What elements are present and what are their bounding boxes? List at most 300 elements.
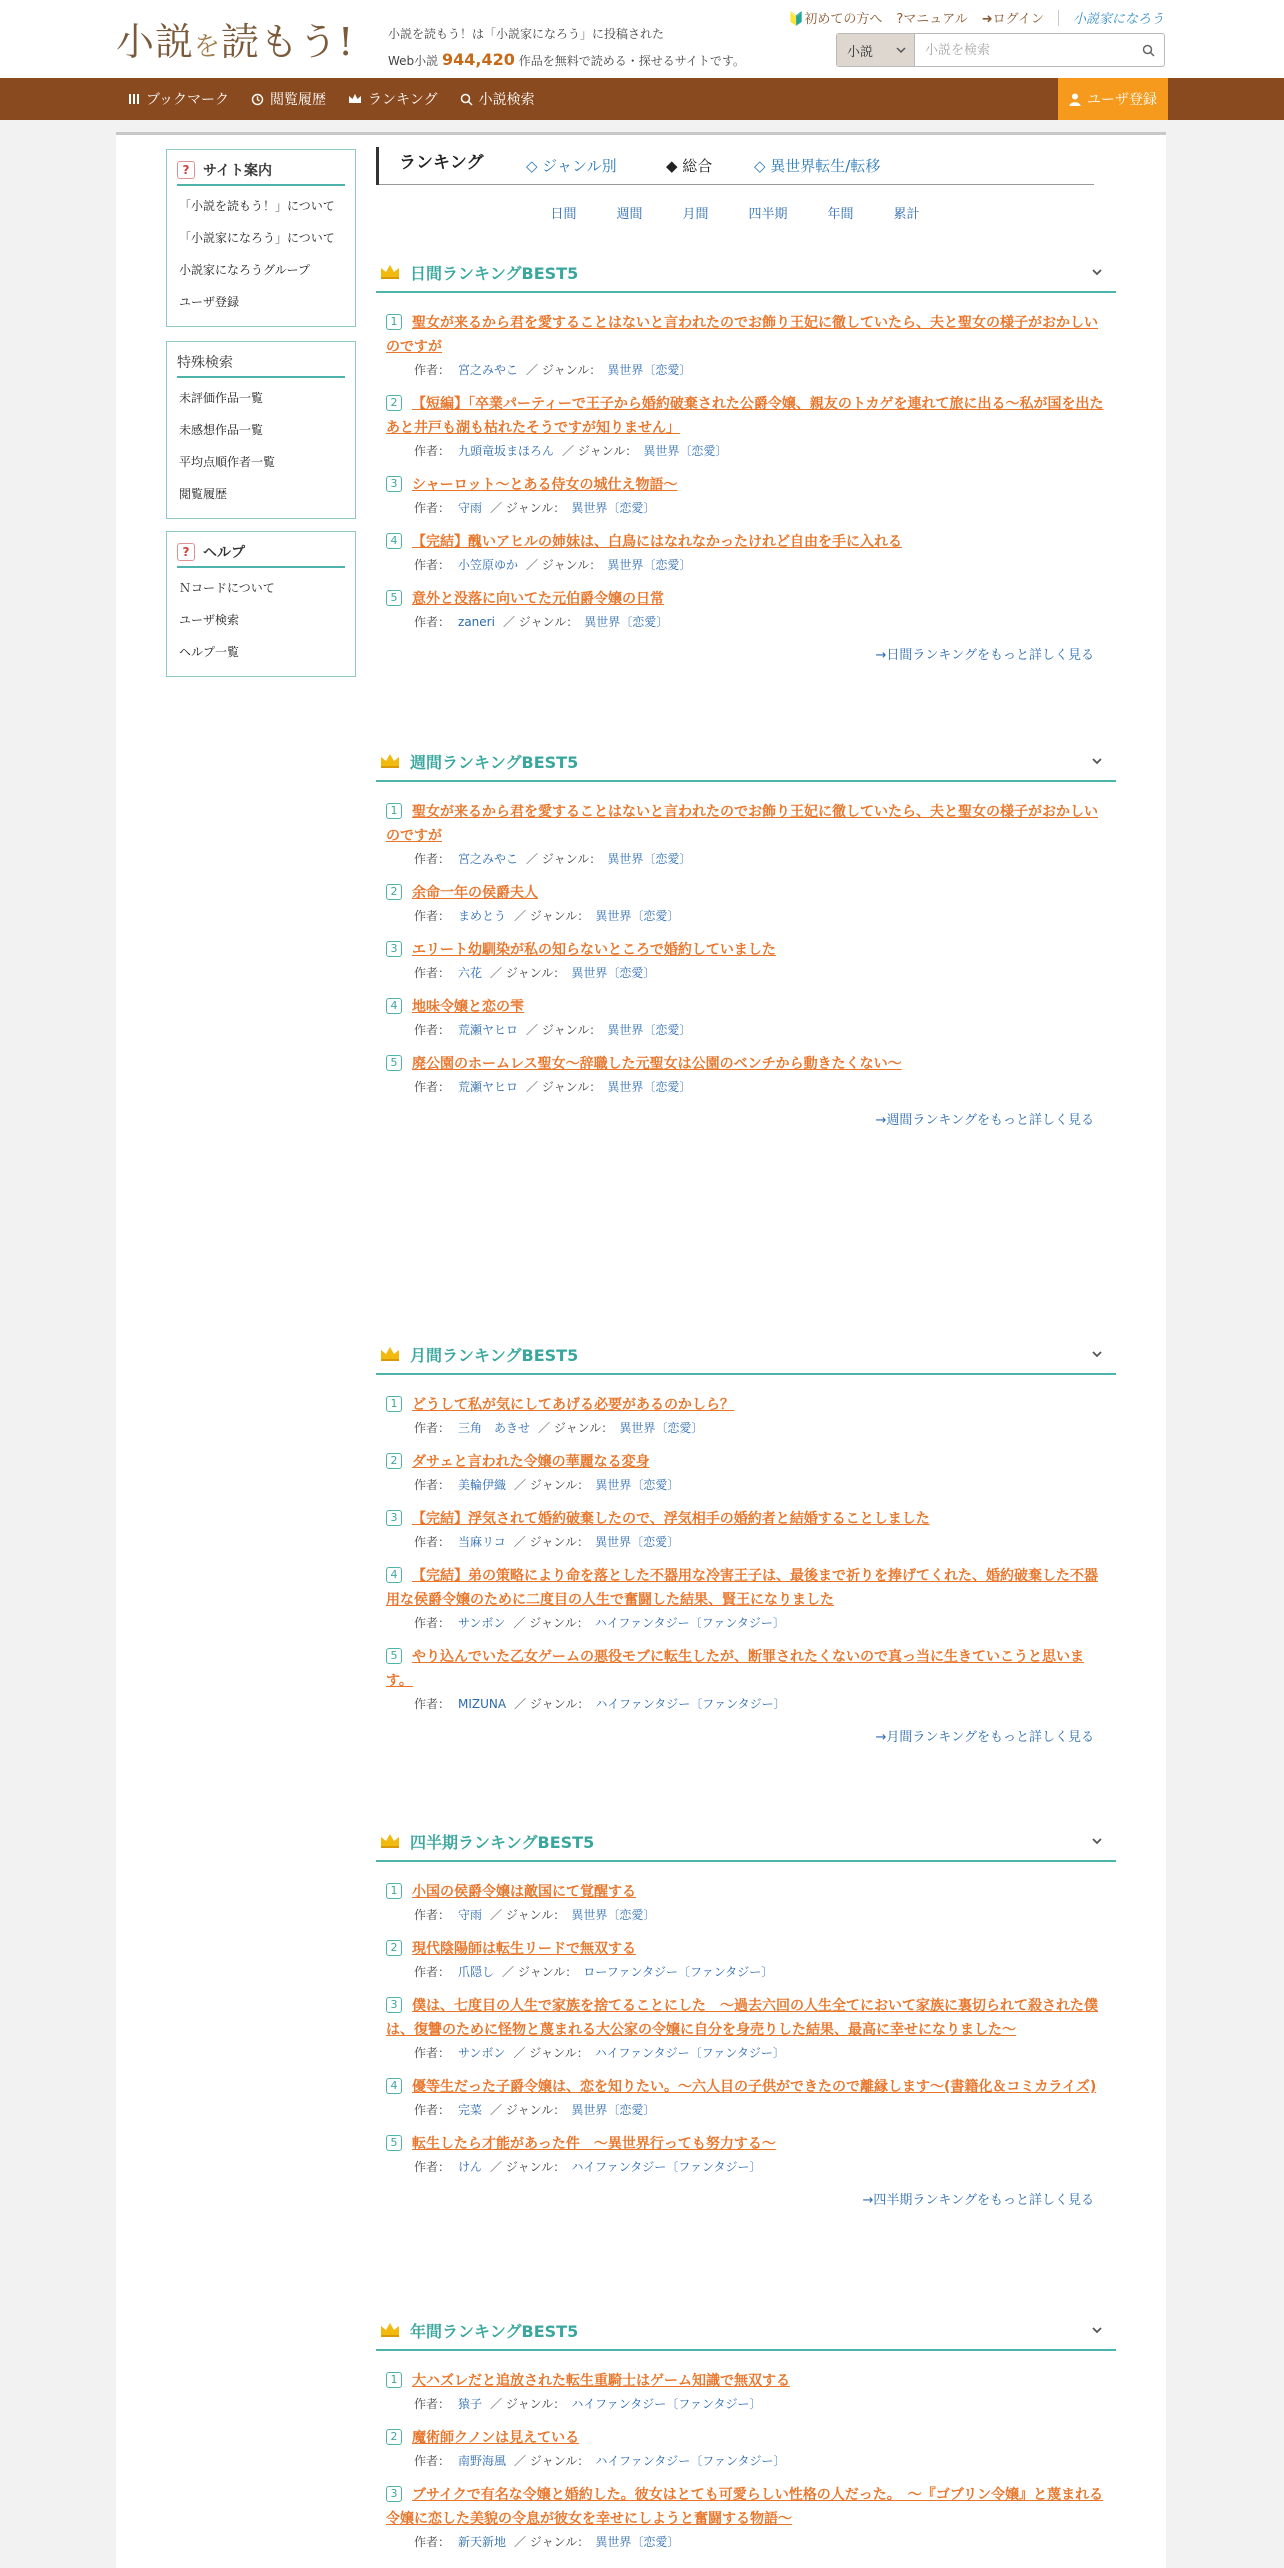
genre-label: ／ ジャンル： — [526, 1023, 602, 1037]
ranking-item-title-row — [386, 2426, 1106, 2450]
chevron-down-icon — [1090, 754, 1104, 768]
sidebar-link-about-yomou[interactable]: 「小説を読もう！」について — [179, 199, 335, 213]
genre-link[interactable]: 異世界〔恋愛〕 — [607, 1080, 692, 1094]
ranking-item — [386, 311, 1106, 378]
history-icon — [251, 93, 264, 106]
author-link[interactable]: 当麻リコ — [458, 1535, 506, 1549]
site-logo[interactable] — [116, 14, 371, 62]
author-label: 作者： — [414, 1697, 451, 1711]
ranking-item-meta — [386, 964, 1106, 981]
beginner-link[interactable]: 🔰初めての方へ — [788, 12, 883, 27]
crown-icon — [380, 2322, 400, 2338]
genre-label: ／ ジャンル： — [490, 966, 566, 980]
author-label: 作者： — [414, 363, 451, 377]
genre-label: ／ ジャンル： — [502, 1965, 578, 1979]
ranking-item-meta — [386, 442, 1106, 459]
ranking-item-title-row — [386, 1645, 1106, 1693]
ranking-section-title: 週間ランキングBEST5 — [410, 752, 579, 772]
author-label: 作者： — [414, 558, 451, 572]
narou-partner-logo[interactable]: 小説家になろう — [1072, 12, 1164, 27]
crown-icon — [348, 93, 362, 105]
ranking-item-meta — [386, 1021, 1106, 1038]
bookmark-icon — [128, 93, 140, 105]
author-link[interactable]: 守雨 — [458, 1908, 483, 1922]
ranking-section — [376, 1822, 1116, 2208]
genre-label: ／ ジャンル： — [513, 1616, 589, 1630]
rank-number-badge: 2 — [386, 2429, 402, 2445]
ranking-item — [386, 1645, 1106, 1712]
novel-title-link[interactable]: 小国の侯爵令嬢は敵国にて覚醒する — [412, 1884, 636, 1900]
novel-title-link[interactable]: 地味令嬢と恋の雫 — [412, 999, 524, 1015]
sidebar-link-no-review[interactable]: 未感想作品一覧 — [179, 423, 264, 437]
sidebar-help — [166, 531, 356, 677]
genre-label: ／ ジャンル： — [502, 615, 579, 629]
author-label: 作者： — [414, 2454, 451, 2468]
search-type-value: 小説 — [847, 44, 874, 60]
ranking-item-meta — [386, 1078, 1106, 1095]
rank-number-badge: 4 — [386, 533, 402, 549]
ranking-item-title-row — [386, 2369, 1106, 2393]
ranking-item-title-row — [386, 2132, 1106, 2156]
period-daily[interactable]: 日間 — [550, 207, 577, 222]
ranking-item-meta — [386, 1476, 1106, 1493]
nav-ranking[interactable] — [348, 89, 438, 109]
ranking-item-meta — [386, 499, 1106, 516]
ranking-item — [386, 2483, 1106, 2550]
author-label: 作者： — [414, 909, 451, 923]
ranking-item-title-row — [386, 587, 1106, 611]
help-icon: ? — [177, 543, 195, 561]
genre-link[interactable]: 異世界〔恋愛〕 — [595, 909, 680, 923]
novel-title-link[interactable]: 大ハズレだと追放された転生重騎士はゲーム知識で無双する — [412, 2373, 790, 2389]
rank-number-badge: 2 — [386, 1453, 402, 1469]
author-link[interactable]: 完菜 — [458, 2103, 483, 2117]
search-icon — [1142, 44, 1155, 57]
ranking-item-title-row — [386, 2483, 1106, 2531]
ranking-section-header[interactable] — [376, 742, 1116, 782]
rank-number-badge: 5 — [386, 2135, 402, 2151]
chevron-down-icon — [1090, 265, 1104, 279]
ranking-item — [386, 1507, 1106, 1550]
user-icon — [1069, 93, 1081, 106]
ranking-item-meta — [386, 556, 1106, 573]
sidebar-link-history[interactable]: 閲覧履歴 — [179, 487, 228, 501]
novel-title-link[interactable]: 現代陰陽師は転生リードで無双する — [412, 1941, 636, 1957]
nav-search-label: 小説検索 — [478, 92, 535, 108]
novel-title-link[interactable]: 【完結】浮気されて婚約破棄したので、浮気相手の婚約者と結婚することしました — [412, 1511, 930, 1527]
ranking-item-meta — [386, 361, 1106, 378]
ranking-section-title: 月間ランキングBEST5 — [410, 1345, 579, 1365]
ranking-item — [386, 2369, 1106, 2412]
author-label: 作者： — [414, 1965, 451, 1979]
ranking-section — [376, 1335, 1116, 1745]
ranking-item-title-row — [386, 1052, 1106, 1076]
author-link[interactable]: 六花 — [458, 966, 483, 980]
author-link[interactable]: サンボン — [458, 1616, 506, 1630]
ranking-item-meta — [386, 2395, 1106, 2412]
author-link[interactable]: 三角 あきせ — [458, 1421, 531, 1435]
genre-link[interactable]: 異世界〔恋愛〕 — [607, 558, 692, 572]
novel-title-link[interactable]: ブサイクで有名な令嬢と婚約した。彼女はとても可愛らしい性格の人だった。 ～『ゴブリン令嬢』と蔑まれる令嬢に恋した美貌の令息が彼女を幸せにしようと奮闘する物語～ — [386, 2487, 1104, 2527]
sidebar-site-guide — [166, 149, 356, 327]
author-link[interactable]: 美輪伊織 — [458, 1478, 507, 1492]
register-label: ユーザ登録 — [1087, 92, 1157, 108]
rank-number-badge: 1 — [386, 1883, 402, 1899]
ranking-tabs — [376, 147, 1094, 185]
main-navbar — [0, 78, 1284, 120]
genre-link[interactable]: 異世界〔恋愛〕 — [607, 1023, 692, 1037]
rank-number-badge: 3 — [386, 2486, 402, 2502]
ranking-item-meta — [386, 1614, 1106, 1631]
ranking-section-title: 日間ランキングBEST5 — [410, 263, 579, 283]
genre-link[interactable]: ローファンタジー〔ファンタジー〕 — [583, 1965, 774, 1979]
author-link[interactable]: 九頭竜坂まほろん — [458, 444, 555, 458]
genre-link[interactable]: 異世界〔恋愛〕 — [643, 444, 728, 458]
search-input[interactable] — [915, 34, 1132, 66]
rank-number-badge: 1 — [386, 314, 402, 330]
more-ranking-link[interactable]: →週間ランキングをもっと詳しく見る — [875, 1113, 1094, 1128]
author-link[interactable]: MIZUNA — [458, 1697, 507, 1711]
ranking-section-header[interactable] — [376, 2311, 1116, 2351]
author-link[interactable]: 猿子 — [458, 2397, 483, 2411]
ranking-list — [376, 293, 1116, 630]
sidebar-link-user-search[interactable]: ユーザ検索 — [179, 613, 240, 627]
ranking-item — [386, 1393, 1106, 1436]
ranking-item — [386, 800, 1106, 867]
ranking-item — [386, 1994, 1106, 2061]
author-label: 作者： — [414, 2535, 451, 2549]
genre-label: ／ ジャンル： — [513, 1535, 590, 1549]
rank-number-badge: 2 — [386, 884, 402, 900]
author-link[interactable]: けん — [458, 2160, 483, 2174]
rank-number-badge: 4 — [386, 2078, 402, 2094]
nav-bookmark[interactable] — [128, 89, 229, 109]
utility-links — [788, 8, 1164, 27]
genre-label: ／ ジャンル： — [526, 1080, 602, 1094]
ranking-item-meta — [386, 1419, 1106, 1436]
ranking-item-title-row — [386, 800, 1106, 848]
more-ranking-link[interactable]: →日間ランキングをもっと詳しく見る — [875, 648, 1094, 663]
genre-label: ／ ジャンル： — [526, 852, 602, 866]
help-circle-icon: ? — [896, 12, 904, 27]
divider — [1058, 10, 1059, 26]
genre-label: ／ ジャンル： — [514, 1697, 590, 1711]
novel-title-link[interactable]: 魔術師クノンは見えている — [412, 2430, 580, 2446]
author-link[interactable]: 守雨 — [458, 501, 483, 515]
ranking-item — [386, 473, 1106, 516]
rank-number-badge: 3 — [386, 1510, 402, 1526]
period-cumulative[interactable]: 累計 — [893, 207, 920, 222]
rank-number-badge: 4 — [386, 1567, 402, 1583]
author-link[interactable]: 新天新地 — [458, 2535, 507, 2549]
genre-label: ／ ジャンル： — [490, 2397, 566, 2411]
ranking-item-meta — [386, 613, 1106, 630]
ranking-item-meta — [386, 2101, 1106, 2118]
ranking-item-title-row — [386, 881, 1106, 905]
ranking-item-title-row — [386, 2075, 1106, 2099]
author-label: 作者： — [414, 2103, 451, 2117]
novel-title-link[interactable]: 転生したら才能があった件 ～異世界行っても努力する～ — [412, 2136, 776, 2152]
genre-link[interactable]: ハイファンタジー〔ファンタジー〕 — [571, 2397, 762, 2411]
author-label: 作者： — [414, 1478, 451, 1492]
site-header — [0, 0, 1284, 78]
ranking-section-title: 四半期ランキングBEST5 — [410, 1832, 595, 1852]
ranking-item-title-row — [386, 1880, 1106, 1904]
genre-label: ／ ジャンル： — [526, 363, 602, 377]
sidebar-site-guide-title: ? サイト案内 — [177, 156, 345, 186]
ranking-item — [386, 995, 1106, 1038]
author-link[interactable]: 宮之みやこ — [458, 852, 519, 866]
author-label: 作者： — [414, 2160, 451, 2174]
ranking-item-title-row — [386, 938, 1106, 962]
crown-icon — [380, 1833, 400, 1849]
novel-title-link[interactable]: 聖女が来るから君を愛することはないと言われたのでお飾り王妃に徹していたら、夫と聖女の様子がおかしいのですが — [386, 315, 1098, 355]
ranking-section-header[interactable] — [376, 1335, 1116, 1375]
author-label: 作者： — [414, 1535, 451, 1549]
genre-link[interactable]: ハイファンタジー〔ファンタジー〕 — [594, 2046, 785, 2060]
author-link[interactable]: 小笠原ゆか — [458, 558, 519, 572]
ranking-item — [386, 2132, 1106, 2175]
rank-number-badge: 3 — [386, 941, 402, 957]
period-links — [376, 203, 1094, 222]
page-title: ランキング — [376, 147, 484, 185]
search-type-select[interactable] — [837, 34, 915, 66]
sidebar-link-about-narou[interactable]: 「小説家になろう」について — [179, 231, 335, 245]
novel-title-link[interactable]: 僕は、七度目の人生で家族を捨てることにした ～過去六回の人生全てにおいて家族に裏切られて殺された僕は、復讐のために怪物と蔑まれる大公家の令嬢に自分を身売りした結果、最高に幸せになりました～ — [386, 1998, 1098, 2038]
author-link[interactable]: 宮之みやこ — [458, 363, 519, 377]
author-label: 作者： — [414, 1023, 451, 1037]
logo-text: 小説を読もう! — [116, 19, 355, 64]
sidebar-link-ncode[interactable]: Ｎコードについて — [179, 581, 275, 595]
sidebar-help-title: ? ヘルプ — [177, 538, 345, 568]
ranking-item-meta — [386, 1963, 1106, 1980]
genre-label: ／ ジャンル： — [514, 1478, 590, 1492]
ranking-item-title-row — [386, 1564, 1106, 1612]
sidebar-link-register[interactable]: ユーザ登録 — [179, 295, 240, 309]
site-desc-line2: Web小説 944,420 作品を無料で読める・探せるサイトです。 — [388, 50, 745, 69]
chevron-down-icon — [1090, 2323, 1104, 2337]
tab-genre[interactable]: ◇ ジャンル別 — [526, 157, 617, 175]
genre-link[interactable]: 異世界〔恋愛〕 — [619, 1421, 704, 1435]
novel-title-link[interactable]: 優等生だった子爵令嬢は、恋を知りたい。～六人目の子供ができたので離縁します～(書籍化＆コミカライズ) — [412, 2079, 1097, 2095]
rank-number-badge: 5 — [386, 1055, 402, 1071]
genre-label: ／ ジャンル： — [514, 2454, 590, 2468]
novel-title-link[interactable]: 聖女が来るから君を愛することはないと言われたのでお飾り王妃に徹していたら、夫と聖女の様子がおかしいのですが — [386, 804, 1098, 844]
genre-label: ／ ジャンル： — [562, 444, 638, 458]
search-button[interactable] — [1132, 34, 1164, 66]
ranking-section-header[interactable] — [376, 1822, 1116, 1862]
genre-link[interactable]: 異世界〔恋愛〕 — [584, 615, 669, 629]
genre-label: ／ ジャンル： — [513, 2046, 589, 2060]
ranking-item — [386, 881, 1106, 924]
period-monthly[interactable]: 月間 — [682, 207, 709, 222]
beginner-icon: 🔰 — [788, 12, 805, 27]
ranking-item-title-row — [386, 1937, 1106, 1961]
site-desc-line1: 小説を読もう！は「小説家になろう」に投稿された — [388, 27, 665, 41]
genre-label: ／ ジャンル： — [490, 1908, 566, 1922]
ranking-item — [386, 2075, 1106, 2118]
sidebar-link-narou-group[interactable]: 小説家になろうグループ — [179, 263, 311, 277]
more-ranking-link[interactable]: →四半期ランキングをもっと詳しく見る — [862, 2193, 1094, 2208]
genre-label: ／ ジャンル： — [490, 501, 566, 515]
genre-link[interactable]: 異世界〔恋愛〕 — [571, 2103, 656, 2117]
author-link[interactable]: 荒瀬ヤヒロ — [458, 1080, 519, 1094]
sidebar-special-search-title: 特殊検索 — [177, 348, 345, 378]
ranking-item-title-row — [386, 1507, 1106, 1531]
ranking-item-meta — [386, 907, 1106, 924]
author-label: 作者： — [414, 444, 451, 458]
novel-title-link[interactable]: エリート幼馴染が私の知らないところで婚約していました — [412, 942, 776, 958]
ranking-item — [386, 587, 1106, 630]
crown-icon — [380, 1346, 400, 1362]
ranking-item — [386, 2426, 1106, 2469]
ranking-item-title-row — [386, 473, 1106, 497]
ranking-item — [386, 392, 1106, 459]
ranking-section — [376, 742, 1116, 1128]
search-box — [836, 33, 1165, 67]
rank-number-badge: 4 — [386, 998, 402, 1014]
ranking-item-meta — [386, 2044, 1106, 2061]
novel-title-link[interactable]: どうして私が気にしてあげる必要があるのかしら？ — [412, 1397, 734, 1413]
genre-link[interactable]: 異世界〔恋愛〕 — [571, 501, 656, 515]
rank-number-badge: 1 — [386, 2372, 402, 2388]
rank-number-badge: 1 — [386, 803, 402, 819]
ranking-item-title-row — [386, 1450, 1106, 1474]
ranking-section — [376, 253, 1116, 663]
novel-title-link[interactable]: 【完結】弟の策略により命を落とした不器用な冷害王子は、最後まで祈りを捧げてくれた、婚約破棄した不器用な侯爵令嬢のために二度目の人生で奮闘した結果、賢王になりました — [386, 1568, 1098, 1608]
period-quarterly[interactable]: 四半期 — [748, 207, 788, 222]
author-label: 作者： — [414, 966, 451, 980]
ranking-item-title-row — [386, 311, 1106, 359]
genre-link[interactable]: ハイファンタジー〔ファンタジー〕 — [571, 2160, 762, 2174]
rank-number-badge: 1 — [386, 1396, 402, 1412]
genre-link[interactable]: 異世界〔恋愛〕 — [607, 363, 692, 377]
ranking-item-title-row — [386, 995, 1106, 1019]
sidebar-link-help-list[interactable]: ヘルプ一覧 — [179, 645, 240, 659]
crown-icon — [380, 753, 400, 769]
author-label: 作者： — [414, 2046, 451, 2060]
work-count: 944,420 — [442, 50, 515, 69]
search-icon — [460, 93, 473, 106]
rank-number-badge: 2 — [386, 395, 402, 411]
period-weekly[interactable]: 週間 — [616, 207, 643, 222]
genre-link[interactable]: 異世界〔恋愛〕 — [595, 1478, 680, 1492]
ranking-item-meta — [386, 1533, 1106, 1550]
novel-title-link[interactable]: やり込んでいた乙女ゲームの悪役モブに転生したが、断罪されたくないので真っ当に生きていこうと思います。 — [386, 1649, 1084, 1689]
ranking-section — [376, 2311, 1116, 2564]
ranking-list — [376, 1375, 1116, 1712]
genre-label: ／ ジャンル： — [526, 558, 602, 572]
ranking-item-title-row — [386, 1994, 1106, 2042]
ranking-section-header[interactable] — [376, 253, 1116, 293]
ranking-item-title-row — [386, 530, 1106, 554]
genre-link[interactable]: 異世界〔恋愛〕 — [595, 1535, 680, 1549]
ranking-item — [386, 1564, 1106, 1631]
author-label: 作者： — [414, 852, 451, 866]
register-button[interactable] — [1058, 78, 1168, 120]
sidebar-link-avg-authors[interactable]: 平均点順作者一覧 — [179, 455, 276, 469]
login-icon: ➜ — [981, 12, 993, 27]
ranking-item-meta — [386, 1695, 1106, 1712]
genre-link[interactable]: 異世界〔恋愛〕 — [571, 1908, 656, 1922]
rank-number-badge: 3 — [386, 1997, 402, 2013]
author-link[interactable]: まめとう — [458, 909, 507, 923]
author-link[interactable]: 荒瀬ヤヒロ — [458, 1023, 519, 1037]
ranking-item — [386, 938, 1106, 981]
author-link[interactable]: 南野海風 — [458, 2454, 507, 2468]
ranking-item-meta — [386, 2533, 1106, 2550]
nav-history[interactable] — [251, 89, 326, 109]
rank-number-badge: 5 — [386, 590, 402, 606]
novel-title-link[interactable]: 意外と没落に向いてた元伯爵令嬢の日常 — [412, 591, 664, 607]
genre-link[interactable]: 異世界〔恋愛〕 — [607, 852, 692, 866]
ranking-list — [376, 2351, 1116, 2550]
ranking-list — [376, 1862, 1116, 2175]
period-yearly[interactable]: 年間 — [827, 207, 854, 222]
novel-title-link[interactable]: 廃公園のホームレス聖女～辞職した元聖女は公園のベンチから動きたくない～ — [412, 1056, 902, 1072]
novel-title-link[interactable]: 【短編】「卒業パーティーで王子から婚約破棄された公爵令嬢、親友のトカゲを連れて旅に出る〜私が国を出たあと井戸も湖も枯れたそうですが知りません」 — [386, 396, 1104, 436]
novel-title-link[interactable]: 余命一年の侯爵夫人 — [412, 885, 538, 901]
author-link[interactable]: 爪隠し — [458, 1965, 495, 1979]
ranking-item — [386, 1937, 1106, 1980]
site-description — [388, 22, 748, 74]
rank-number-badge: 2 — [386, 1940, 402, 1956]
tab-overall[interactable]: ◆ 総合 — [666, 157, 713, 175]
nav-bookmark-label: ブックマーク — [146, 92, 230, 108]
sidebar-link-unrated[interactable]: 未評価作品一覧 — [179, 391, 264, 405]
genre-link[interactable]: 異世界〔恋愛〕 — [595, 2535, 680, 2549]
ranking-item-meta — [386, 1906, 1106, 1923]
ranking-list — [376, 782, 1116, 1095]
ranking-item-title-row — [386, 392, 1106, 440]
novel-title-link[interactable]: シャーロット〜とある侍女の城仕え物語〜 — [412, 477, 678, 493]
rank-number-badge: 3 — [386, 476, 402, 492]
genre-label: ／ ジャンル： — [514, 909, 590, 923]
chevron-down-icon — [1090, 1834, 1104, 1848]
novel-title-link[interactable]: ダサェと言われた令嬢の華麗なる変身 — [412, 1454, 650, 1470]
help-icon: ? — [177, 161, 195, 179]
ranking-item-meta — [386, 850, 1106, 867]
ranking-item-title-row — [386, 1393, 1106, 1417]
author-label: 作者： — [414, 1421, 451, 1435]
ranking-item — [386, 1450, 1106, 1493]
nav-ranking-label: ランキング — [368, 92, 438, 108]
genre-label: ／ ジャンル： — [514, 2535, 590, 2549]
crown-icon — [380, 264, 400, 280]
author-link[interactable]: zaneri — [458, 615, 495, 629]
genre-link[interactable]: ハイファンタジー〔ファンタジー〕 — [594, 1616, 785, 1630]
sidebar-special-search — [166, 341, 356, 519]
novel-title-link[interactable]: 【完結】醜いアヒルの姉妹は、白鳥にはなれなかったけれど自由を手に入れる — [412, 534, 902, 550]
ranking-item-meta — [386, 2158, 1106, 2175]
nav-search[interactable] — [460, 89, 535, 109]
genre-link[interactable]: ハイファンタジー〔ファンタジー〕 — [595, 1697, 786, 1711]
author-label: 作者： — [414, 1080, 451, 1094]
ranking-item — [386, 1052, 1106, 1095]
more-ranking-link[interactable]: →月間ランキングをもっと詳しく見る — [875, 1730, 1094, 1745]
genre-link[interactable]: ハイファンタジー〔ファンタジー〕 — [595, 2454, 786, 2468]
author-label: 作者： — [414, 501, 451, 515]
author-link[interactable]: サンボン — [458, 2046, 506, 2060]
chevron-down-icon — [896, 46, 906, 54]
manual-link[interactable]: ?マニュアル — [896, 12, 968, 27]
login-link[interactable]: ➜ログイン — [981, 12, 1044, 27]
chevron-down-icon — [1090, 1347, 1104, 1361]
tab-isekai[interactable]: ◇ 異世界転生/転移 — [754, 157, 881, 175]
rank-number-badge: 5 — [386, 1648, 402, 1664]
genre-link[interactable]: 異世界〔恋愛〕 — [571, 966, 656, 980]
ranking-item — [386, 530, 1106, 573]
